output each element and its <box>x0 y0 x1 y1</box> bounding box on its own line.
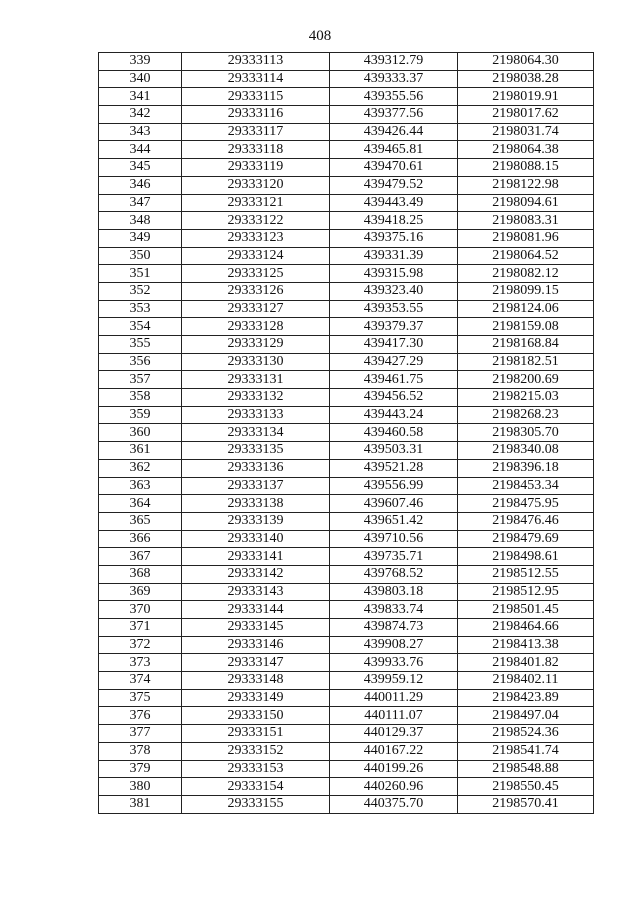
x-coordinate-cell: 440111.07 <box>330 707 458 725</box>
x-coordinate-cell: 439651.42 <box>330 512 458 530</box>
point-index-cell: 344 <box>99 141 182 159</box>
x-coordinate-cell: 439521.28 <box>330 459 458 477</box>
point-code-cell: 29333128 <box>182 318 330 336</box>
point-code-cell: 29333132 <box>182 389 330 407</box>
table-row <box>99 176 594 194</box>
x-coordinate-cell: 439908.27 <box>330 636 458 654</box>
point-code-cell: 29333139 <box>182 512 330 530</box>
table-row <box>99 565 594 583</box>
table-row <box>99 159 594 177</box>
point-index-cell: 364 <box>99 495 182 513</box>
point-index-cell: 343 <box>99 123 182 141</box>
table-row <box>99 300 594 318</box>
y-coordinate-cell: 2198182.51 <box>458 353 594 371</box>
table-row <box>99 512 594 530</box>
point-index-cell: 363 <box>99 477 182 495</box>
x-coordinate-cell: 439443.24 <box>330 406 458 424</box>
point-index-cell: 358 <box>99 389 182 407</box>
point-code-cell: 29333136 <box>182 459 330 477</box>
y-coordinate-cell: 2198396.18 <box>458 459 594 477</box>
table-row <box>99 53 594 71</box>
point-index-cell: 348 <box>99 212 182 230</box>
point-code-cell: 29333153 <box>182 760 330 778</box>
table-row <box>99 141 594 159</box>
point-code-cell: 29333131 <box>182 371 330 389</box>
point-code-cell: 29333115 <box>182 88 330 106</box>
table-row <box>99 247 594 265</box>
point-code-cell: 29333119 <box>182 159 330 177</box>
x-coordinate-cell: 439470.61 <box>330 159 458 177</box>
table-row <box>99 795 594 813</box>
table-row <box>99 106 594 124</box>
y-coordinate-cell: 2198475.95 <box>458 495 594 513</box>
table-row <box>99 318 594 336</box>
point-index-cell: 361 <box>99 442 182 460</box>
x-coordinate-cell: 439323.40 <box>330 282 458 300</box>
x-coordinate-cell: 439556.99 <box>330 477 458 495</box>
point-code-cell: 29333135 <box>182 442 330 460</box>
y-coordinate-cell: 2198168.84 <box>458 336 594 354</box>
x-coordinate-cell: 440199.26 <box>330 760 458 778</box>
point-index-cell: 339 <box>99 53 182 71</box>
table-row <box>99 760 594 778</box>
y-coordinate-cell: 2198159.08 <box>458 318 594 336</box>
y-coordinate-cell: 2198305.70 <box>458 424 594 442</box>
point-index-cell: 349 <box>99 229 182 247</box>
point-index-cell: 360 <box>99 424 182 442</box>
table-row <box>99 70 594 88</box>
point-index-cell: 362 <box>99 459 182 477</box>
x-coordinate-cell: 439607.46 <box>330 495 458 513</box>
x-coordinate-cell: 439331.39 <box>330 247 458 265</box>
point-code-cell: 29333122 <box>182 212 330 230</box>
x-coordinate-cell: 439465.81 <box>330 141 458 159</box>
point-index-cell: 351 <box>99 265 182 283</box>
point-code-cell: 29333148 <box>182 672 330 690</box>
x-coordinate-cell: 439933.76 <box>330 654 458 672</box>
y-coordinate-cell: 2198064.38 <box>458 141 594 159</box>
y-coordinate-cell: 2198122.98 <box>458 176 594 194</box>
point-code-cell: 29333113 <box>182 53 330 71</box>
table-row <box>99 212 594 230</box>
x-coordinate-cell: 439355.56 <box>330 88 458 106</box>
point-index-cell: 350 <box>99 247 182 265</box>
point-index-cell: 378 <box>99 742 182 760</box>
y-coordinate-cell: 2198548.88 <box>458 760 594 778</box>
y-coordinate-cell: 2198413.38 <box>458 636 594 654</box>
point-code-cell: 29333146 <box>182 636 330 654</box>
y-coordinate-cell: 2198476.46 <box>458 512 594 530</box>
y-coordinate-cell: 2198479.69 <box>458 530 594 548</box>
point-code-cell: 29333155 <box>182 795 330 813</box>
table-body <box>99 53 594 814</box>
point-code-cell: 29333127 <box>182 300 330 318</box>
point-code-cell: 29333123 <box>182 229 330 247</box>
point-index-cell: 377 <box>99 725 182 743</box>
y-coordinate-cell: 2198038.28 <box>458 70 594 88</box>
point-index-cell: 353 <box>99 300 182 318</box>
x-coordinate-cell: 439833.74 <box>330 601 458 619</box>
x-coordinate-cell: 439417.30 <box>330 336 458 354</box>
point-index-cell: 359 <box>99 406 182 424</box>
point-index-cell: 369 <box>99 583 182 601</box>
point-code-cell: 29333154 <box>182 778 330 796</box>
point-code-cell: 29333129 <box>182 336 330 354</box>
point-index-cell: 367 <box>99 548 182 566</box>
point-index-cell: 355 <box>99 336 182 354</box>
table-row <box>99 530 594 548</box>
table-row <box>99 88 594 106</box>
y-coordinate-cell: 2198099.15 <box>458 282 594 300</box>
point-index-cell: 379 <box>99 760 182 778</box>
y-coordinate-cell: 2198423.89 <box>458 689 594 707</box>
point-index-cell: 366 <box>99 530 182 548</box>
y-coordinate-cell: 2198340.08 <box>458 442 594 460</box>
point-index-cell: 372 <box>99 636 182 654</box>
point-index-cell: 342 <box>99 106 182 124</box>
point-code-cell: 29333149 <box>182 689 330 707</box>
point-code-cell: 29333130 <box>182 353 330 371</box>
x-coordinate-cell: 439479.52 <box>330 176 458 194</box>
y-coordinate-cell: 2198524.36 <box>458 725 594 743</box>
table-row <box>99 601 594 619</box>
point-code-cell: 29333117 <box>182 123 330 141</box>
point-code-cell: 29333140 <box>182 530 330 548</box>
x-coordinate-cell: 439426.44 <box>330 123 458 141</box>
x-coordinate-cell: 439353.55 <box>330 300 458 318</box>
table-row <box>99 477 594 495</box>
point-index-cell: 341 <box>99 88 182 106</box>
point-code-cell: 29333152 <box>182 742 330 760</box>
point-code-cell: 29333134 <box>182 424 330 442</box>
y-coordinate-cell: 2198215.03 <box>458 389 594 407</box>
y-coordinate-cell: 2198064.52 <box>458 247 594 265</box>
x-coordinate-cell: 439312.79 <box>330 53 458 71</box>
x-coordinate-cell: 439710.56 <box>330 530 458 548</box>
y-coordinate-cell: 2198464.66 <box>458 619 594 637</box>
point-code-cell: 29333144 <box>182 601 330 619</box>
table-row <box>99 636 594 654</box>
x-coordinate-cell: 439377.56 <box>330 106 458 124</box>
point-index-cell: 346 <box>99 176 182 194</box>
table-row <box>99 619 594 637</box>
x-coordinate-cell: 439443.49 <box>330 194 458 212</box>
table-row <box>99 194 594 212</box>
point-index-cell: 354 <box>99 318 182 336</box>
y-coordinate-cell: 2198200.69 <box>458 371 594 389</box>
y-coordinate-cell: 2198501.45 <box>458 601 594 619</box>
y-coordinate-cell: 2198064.30 <box>458 53 594 71</box>
y-coordinate-cell: 2198082.12 <box>458 265 594 283</box>
x-coordinate-cell: 439959.12 <box>330 672 458 690</box>
x-coordinate-cell: 440129.37 <box>330 725 458 743</box>
y-coordinate-cell: 2198268.23 <box>458 406 594 424</box>
point-index-cell: 373 <box>99 654 182 672</box>
point-index-cell: 375 <box>99 689 182 707</box>
table-row <box>99 495 594 513</box>
point-index-cell: 371 <box>99 619 182 637</box>
y-coordinate-cell: 2198512.55 <box>458 565 594 583</box>
point-code-cell: 29333141 <box>182 548 330 566</box>
table-row <box>99 336 594 354</box>
point-index-cell: 356 <box>99 353 182 371</box>
y-coordinate-cell: 2198541.74 <box>458 742 594 760</box>
point-code-cell: 29333116 <box>182 106 330 124</box>
x-coordinate-cell: 439375.16 <box>330 229 458 247</box>
point-index-cell: 370 <box>99 601 182 619</box>
y-coordinate-cell: 2198017.62 <box>458 106 594 124</box>
y-coordinate-cell: 2198512.95 <box>458 583 594 601</box>
point-index-cell: 381 <box>99 795 182 813</box>
point-code-cell: 29333121 <box>182 194 330 212</box>
x-coordinate-cell: 439456.52 <box>330 389 458 407</box>
point-code-cell: 29333137 <box>182 477 330 495</box>
point-code-cell: 29333151 <box>182 725 330 743</box>
table-row <box>99 707 594 725</box>
point-index-cell: 368 <box>99 565 182 583</box>
table-row <box>99 459 594 477</box>
table-row <box>99 353 594 371</box>
table-row <box>99 442 594 460</box>
x-coordinate-cell: 440375.70 <box>330 795 458 813</box>
table-row <box>99 583 594 601</box>
point-code-cell: 29333133 <box>182 406 330 424</box>
table-row <box>99 229 594 247</box>
table-row <box>99 778 594 796</box>
x-coordinate-cell: 439503.31 <box>330 442 458 460</box>
table-row <box>99 265 594 283</box>
x-coordinate-cell: 439768.52 <box>330 565 458 583</box>
x-coordinate-cell: 440011.29 <box>330 689 458 707</box>
table-row <box>99 742 594 760</box>
y-coordinate-cell: 2198550.45 <box>458 778 594 796</box>
y-coordinate-cell: 2198453.34 <box>458 477 594 495</box>
y-coordinate-cell: 2198497.04 <box>458 707 594 725</box>
y-coordinate-cell: 2198081.96 <box>458 229 594 247</box>
table-row <box>99 672 594 690</box>
point-index-cell: 347 <box>99 194 182 212</box>
table-row <box>99 424 594 442</box>
y-coordinate-cell: 2198031.74 <box>458 123 594 141</box>
point-code-cell: 29333120 <box>182 176 330 194</box>
point-code-cell: 29333150 <box>182 707 330 725</box>
x-coordinate-cell: 439333.37 <box>330 70 458 88</box>
point-index-cell: 380 <box>99 778 182 796</box>
point-index-cell: 376 <box>99 707 182 725</box>
point-code-cell: 29333147 <box>182 654 330 672</box>
y-coordinate-cell: 2198094.61 <box>458 194 594 212</box>
point-index-cell: 345 <box>99 159 182 177</box>
table-row <box>99 123 594 141</box>
y-coordinate-cell: 2198401.82 <box>458 654 594 672</box>
table-row <box>99 654 594 672</box>
y-coordinate-cell: 2198019.91 <box>458 88 594 106</box>
table-row <box>99 389 594 407</box>
y-coordinate-cell: 2198083.31 <box>458 212 594 230</box>
table-row <box>99 282 594 300</box>
coordinates-table <box>98 52 594 814</box>
point-code-cell: 29333114 <box>182 70 330 88</box>
table-row <box>99 371 594 389</box>
point-index-cell: 340 <box>99 70 182 88</box>
x-coordinate-cell: 439803.18 <box>330 583 458 601</box>
point-index-cell: 374 <box>99 672 182 690</box>
point-code-cell: 29333138 <box>182 495 330 513</box>
y-coordinate-cell: 2198402.11 <box>458 672 594 690</box>
table-row <box>99 406 594 424</box>
x-coordinate-cell: 439735.71 <box>330 548 458 566</box>
table-row <box>99 548 594 566</box>
x-coordinate-cell: 439315.98 <box>330 265 458 283</box>
x-coordinate-cell: 439418.25 <box>330 212 458 230</box>
point-code-cell: 29333126 <box>182 282 330 300</box>
x-coordinate-cell: 439379.37 <box>330 318 458 336</box>
point-code-cell: 29333145 <box>182 619 330 637</box>
point-index-cell: 352 <box>99 282 182 300</box>
point-code-cell: 29333142 <box>182 565 330 583</box>
x-coordinate-cell: 439874.73 <box>330 619 458 637</box>
point-index-cell: 357 <box>99 371 182 389</box>
y-coordinate-cell: 2198570.41 <box>458 795 594 813</box>
x-coordinate-cell: 439461.75 <box>330 371 458 389</box>
point-index-cell: 365 <box>99 512 182 530</box>
page-number: 408 <box>308 28 332 44</box>
x-coordinate-cell: 439460.58 <box>330 424 458 442</box>
table-row <box>99 725 594 743</box>
y-coordinate-cell: 2198498.61 <box>458 548 594 566</box>
table-row <box>99 689 594 707</box>
x-coordinate-cell: 439427.29 <box>330 353 458 371</box>
x-coordinate-cell: 440167.22 <box>330 742 458 760</box>
point-code-cell: 29333125 <box>182 265 330 283</box>
x-coordinate-cell: 440260.96 <box>330 778 458 796</box>
y-coordinate-cell: 2198124.06 <box>458 300 594 318</box>
point-code-cell: 29333118 <box>182 141 330 159</box>
y-coordinate-cell: 2198088.15 <box>458 159 594 177</box>
point-code-cell: 29333143 <box>182 583 330 601</box>
point-code-cell: 29333124 <box>182 247 330 265</box>
